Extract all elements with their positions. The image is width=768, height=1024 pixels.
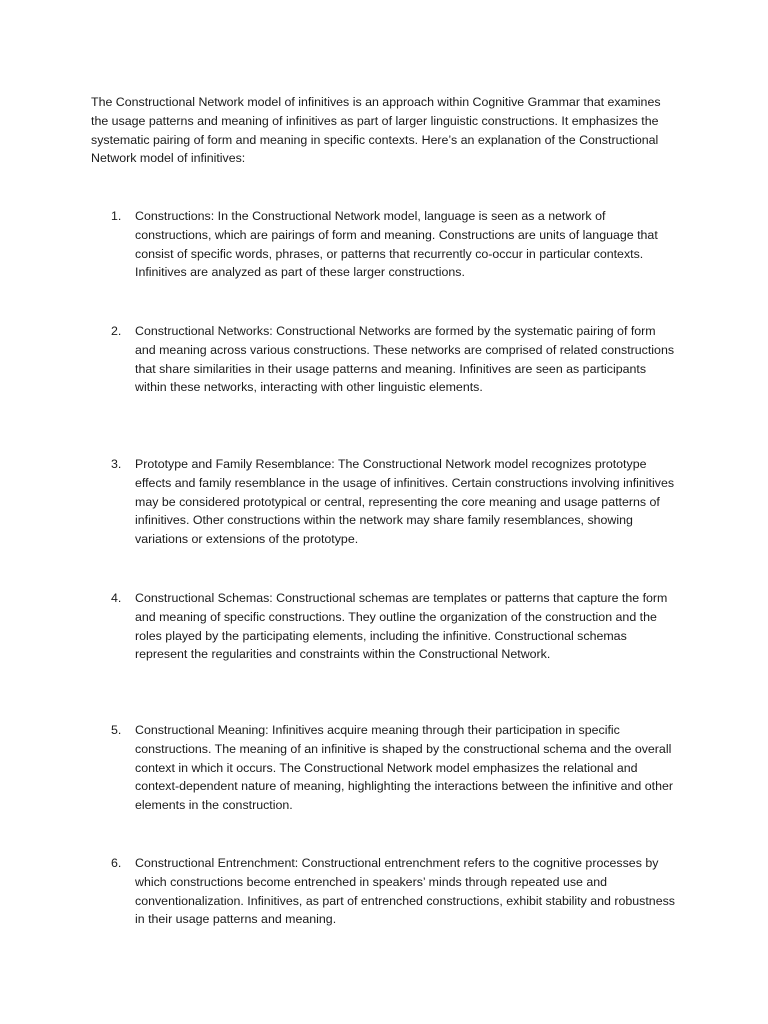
list-item-text: Constructional Meaning: Infinitives acquire meaning through their participation in specific constructions. The meaning of an infinitive is shaped by the constructional schema and the overall context in which it occurs. The Constructional Network model emphasizes the relational and context-dependent nature of meaning, highlighting the interactions between the infinitive and other elements in the construction. xyxy=(135,723,673,813)
list-item-number: 5. xyxy=(111,723,122,737)
list-item xyxy=(91,854,691,929)
intro-paragraph: The Constructional Network model of infinitives is an approach within Cognitive Grammar that examines the usage patterns and meaning of infinitives as part of larger linguistic constructions. It emphasizes the systematic pairing of form and meaning in specific contexts. Here’s an explanation of the Constructional Network model of infinitives: xyxy=(91,95,661,166)
list-item xyxy=(91,207,691,282)
list-item-text: Constructions: In the Constructional Network model, language is seen as a network of constructions, which are pairings of form and meaning. Constructions are units of language that consist of specific words, phrases, or patterns that recurrently co-occur in particular contexts. Infinitives are analyzed as part of these larger constructions. xyxy=(135,209,658,280)
list-item-text: Constructional Schemas: Constructional schemas are templates or patterns that capture the form and meaning of specific constructions. They outline the organization of the construction and the roles played by the participating elements, including the infinitive. Constructional schemas represent the regularities and constraints within the Constructional Network. xyxy=(135,591,668,662)
list-item-number: 2. xyxy=(111,324,122,338)
list-item-text: Constructional Networks: Constructional Networks are formed by the systematic pairing of form and meaning across various constructions. These networks are comprised of related constructions that share similarities in their usage patterns and meaning. Infinitives are seen as participants within these networks, interacting with other linguistic elements. xyxy=(135,324,675,395)
list-item-text: Prototype and Family Resemblance: The Constructional Network model recognizes prototype effects and family resemblance in the usage of infinitives. Certain constructions involving infinitives may be considered prototypical or central, representing the core meaning and usage patterns of infinitives. Other constructions within the network may share family resemblances, showing variations or extensions of the prototype. xyxy=(135,457,675,547)
list-item xyxy=(91,455,691,549)
list-item-text: Constructional Entrenchment: Constructional entrenchment refers to the cognitive processes by which constructions become entrenched in speakers’ minds through repeated use and conventionalization. Infinitives, as part of entrenched constructions, exhibit stability and robustness in their usage patterns and meaning. xyxy=(135,856,675,927)
list-item-number: 3. xyxy=(111,457,122,471)
list-item xyxy=(91,589,691,664)
list-item xyxy=(91,721,691,815)
list-item-number: 6. xyxy=(111,856,122,870)
list-item xyxy=(91,322,691,397)
list-item-number: 4. xyxy=(111,591,122,605)
list-item-number: 1. xyxy=(111,209,122,223)
